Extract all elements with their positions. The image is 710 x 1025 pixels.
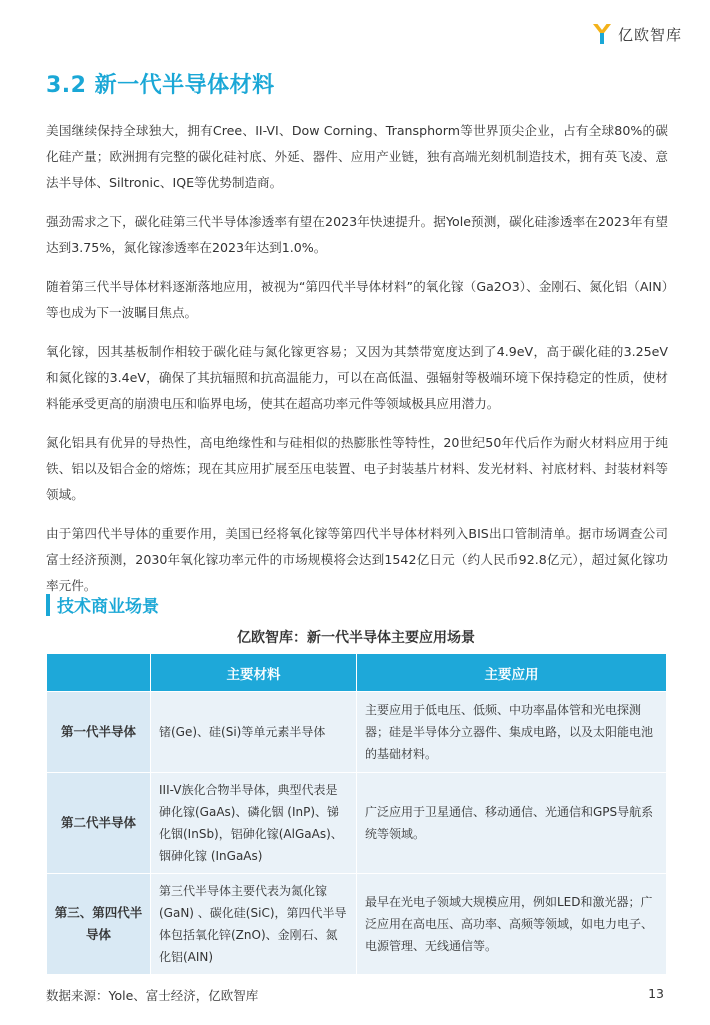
paragraph: 强劲需求之下，碳化硅第三代半导体渗透率有望在2023年快速提升。据Yole预测，碳化硅渗透率在2023年有望达到3.75%，氮化镓渗透率在2023年达到1.0%。 — [46, 214, 668, 255]
header-cell-material: 主要材料 — [151, 654, 357, 692]
row-label: 第三、第四代半导体 — [47, 874, 151, 975]
data-source-note: 数据来源：Yole、富士经济，亿欧智库 — [46, 988, 259, 1003]
section-body — [46, 118, 668, 612]
heading-accent-bar — [46, 594, 50, 616]
application-cell: 广泛应用于卫星通信、移动通信、光通信和GPS导航系统等领域。 — [357, 773, 667, 874]
paragraph: 氮化铝具有优异的导热性，高电绝缘性和与硅相似的热膨胀性等特性，20世纪50年代后作为耐火材料应用于纯铁、铝以及铝合金的熔炼；现在其应用扩展至压电装置、电子封装基片材料、发光材料、衬底材料、封装材料等领域。 — [46, 435, 668, 502]
subsection-heading — [46, 592, 159, 617]
table-header-row — [47, 654, 667, 692]
material-cell: 第三代半导体主要代表为氮化镓(GaN) 、碳化硅(SiC)，第四代半导体包括氧化锌(ZnO)、金刚石、氮化铝(AIN) — [151, 874, 357, 975]
header-cell-empty — [47, 654, 151, 692]
table-caption: 亿欧智库：新一代半导体主要应用场景 — [237, 630, 475, 646]
table-row — [47, 692, 667, 773]
subsection-title: 技术商业场景 — [57, 597, 159, 617]
brand-name: 亿欧智库 — [617, 25, 682, 44]
paragraph: 由于第四代半导体的重要作用，美国已经将氧化镓等第四代半导体材料列入BIS出口管制清单。据市场调查公司富士经济预测，2030年氧化镓功率元件的市场规模将会达到1542亿日元（约人民币92.8亿元），超过氮化镓功率元件。 — [46, 526, 668, 593]
table-row — [47, 773, 667, 874]
table-row — [47, 874, 667, 975]
application-table — [46, 653, 667, 975]
paragraph: 美国继续保持全球独大，拥有Cree、II-VI、Dow Corning、Transphorm等世界顶尖企业，占有全球80%的碳化硅产量；欧洲拥有完整的碳化硅衬底、外延、器件、应用产业链，独有高端光刻机制造技术，拥有英飞凌、意法半导体、Siltronic、IQE等优势制造商。 — [46, 123, 668, 190]
row-label: 第二代半导体 — [47, 773, 151, 874]
page-number: 13 — [648, 986, 664, 1001]
brand-logo — [591, 22, 682, 46]
section-title: 3.2 新一代半导体材料 — [46, 73, 275, 98]
paragraph: 氧化镓，因其基板制作相较于碳化硅与氮化镓更容易；又因为其禁带宽度达到了4.9eV，高于碳化硅的3.25eV和氮化镓的3.4eV，确保了其抗辐照和抗高温能力，可以在高低温、强辐射等极端环境下保持稳定的性质，使材料能承受更高的崩溃电压和临界电场，使其在超高功率元件等领域极具应用潜力。 — [46, 344, 668, 411]
material-cell: 锗(Ge)、硅(Si)等单元素半导体 — [151, 692, 357, 773]
material-cell: III-V族化合物半导体，典型代表是砷化镓(GaAs)、磷化铟 (InP)、锑化铟(InSb)，铝砷化镓(AlGaAs)、铟砷化镓 (InGaAs) — [151, 773, 357, 874]
yiou-logo-icon — [591, 22, 613, 46]
paragraph: 随着第三代半导体材料逐渐落地应用，被视为“第四代半导体材料”的氧化镓（Ga2O3）、金刚石、氮化铝（AIN）等也成为下一波瞩目焦点。 — [46, 279, 668, 320]
header-cell-application: 主要应用 — [357, 654, 667, 692]
application-cell: 主要应用于低电压、低频、中功率晶体管和光电探测器；硅是半导体分立器件、集成电路，以及太阳能电池的基础材料。 — [357, 692, 667, 773]
application-cell: 最早在光电子领域大规模应用，例如LED和激光器；广泛应用在高电压、高功率、高频等领域，如电力电子、电源管理、无线通信等。 — [357, 874, 667, 975]
row-label: 第一代半导体 — [47, 692, 151, 773]
